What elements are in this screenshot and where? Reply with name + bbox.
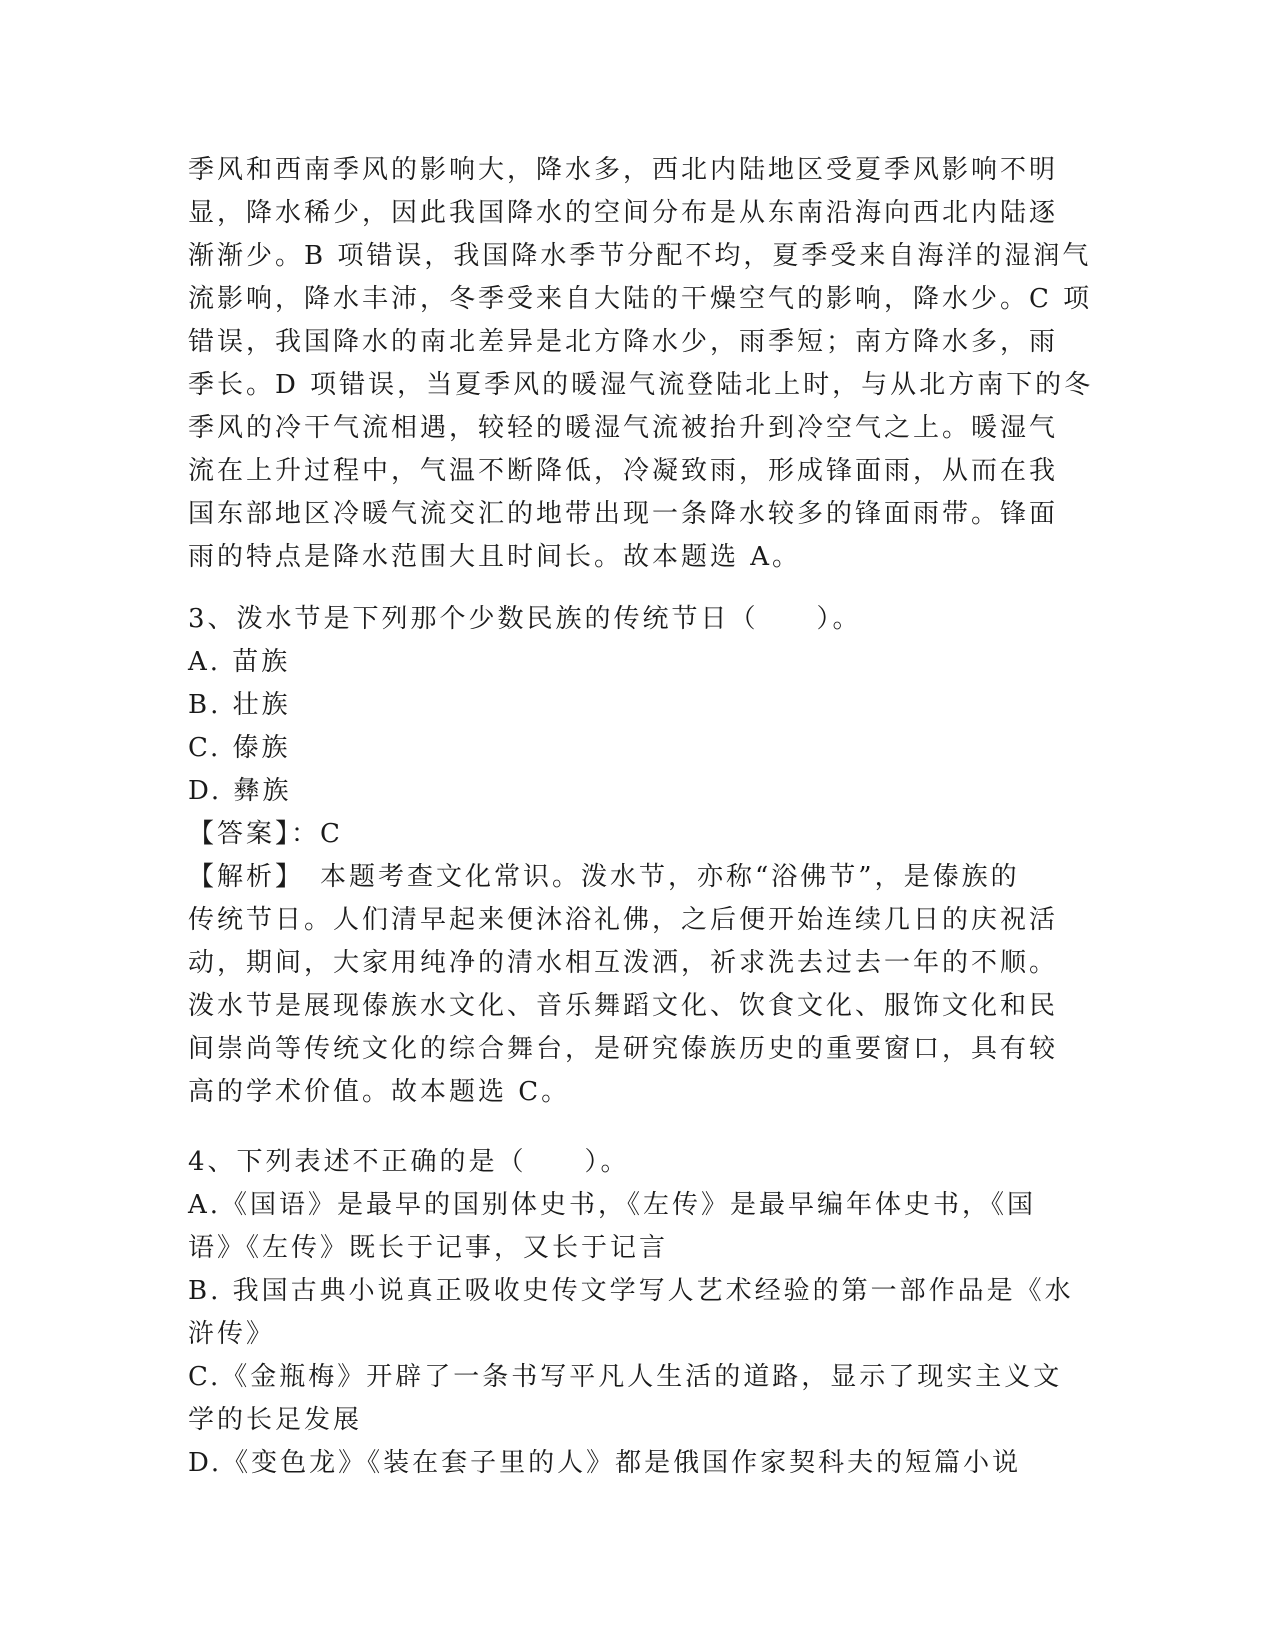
analysis-line: 间崇尚等传统文化的综合舞台，是研究傣族历史的重要窗口，具有较	[188, 1034, 1059, 1064]
analysis-line: 高的学术价值。故本题选 C。	[188, 1077, 571, 1107]
option-c: C.《金瓶梅》开辟了一条书写平凡人生活的道路，显示了现实主义文	[188, 1362, 1063, 1392]
option-a-continued: 语》《左传》既长于记事，又长于记言	[188, 1233, 669, 1263]
question-stem: 4、下列表述不正确的是（ ）。	[188, 1147, 630, 1177]
paragraph-line: 国东部地区冷暖气流交汇的地带出现一条降水较多的锋面雨带。锋面	[188, 499, 1059, 529]
analysis-line: 动，期间，大家用纯净的清水相互泼洒，祈求洗去过去一年的不顺。	[188, 948, 1059, 978]
option-d: D.《变色龙》《装在套子里的人》都是俄国作家契科夫的短篇小说	[188, 1448, 1022, 1478]
question-3	[188, 598, 1088, 1114]
paragraph-line: 流影响，降水丰沛，冬季受来自大陆的干燥空气的影响，降水少。C 项	[188, 284, 1093, 314]
paragraph-line: 季风的冷干气流相遇，较轻的暖湿气流被抬升到冷空气之上。暖湿气	[188, 413, 1059, 443]
paragraph-line: 流在上升过程中，气温不断降低，冷凝致雨，形成锋面雨，从而在我	[188, 456, 1059, 486]
option-a: A. 苗族	[188, 647, 291, 677]
paragraph-line: 错误，我国降水的南北差异是北方降水少，雨季短；南方降水多，雨	[188, 327, 1059, 357]
option-b-continued: 浒传》	[188, 1319, 276, 1349]
paragraph-line: 渐渐少。B 项错误，我国降水季节分配不均，夏季受来自海洋的湿润气	[188, 241, 1092, 271]
option-b: B. 我国古典小说真正吸收史传文学写人艺术经验的第一部作品是《水	[188, 1276, 1074, 1306]
paragraph-line: 显，降水稀少，因此我国降水的空间分布是从东南沿海向西北内陆逐	[188, 198, 1059, 228]
paragraph-line: 雨的特点是降水范围大且时间长。故本题选 A。	[188, 542, 802, 572]
q2-analysis-continuation	[188, 149, 1094, 579]
option-b: B. 壮族	[188, 690, 291, 720]
paragraph-line: 季长。D 项错误，当夏季风的暖湿气流登陆北上时，与从北方南下的冬	[188, 370, 1094, 400]
option-a: A.《国语》是最早的国别体史书，《左传》是最早编年体史书，《国	[188, 1190, 1037, 1220]
analysis-line: 【解析】 本题考查文化常识。泼水节，亦称“浴佛节”，是傣族的	[188, 862, 1020, 892]
answer-line: 【答案】：C	[188, 819, 343, 849]
option-c: C. 傣族	[188, 733, 291, 763]
question-stem: 3、泼水节是下列那个少数民族的传统节日（ ）。	[188, 604, 862, 634]
analysis-line: 泼水节是展现傣族水文化、音乐舞蹈文化、饮食文化、服饰文化和民	[188, 991, 1059, 1021]
option-d: D. 彝族	[188, 776, 292, 806]
option-c-continued: 学的长足发展	[188, 1405, 363, 1435]
paragraph-line: 季风和西南季风的影响大，降水多，西北内陆地区受夏季风影响不明	[188, 155, 1059, 185]
analysis-line: 传统节日。人们清早起来便沐浴礼佛，之后便开始连续几日的庆祝活	[188, 905, 1059, 935]
question-4	[188, 1141, 1088, 1485]
